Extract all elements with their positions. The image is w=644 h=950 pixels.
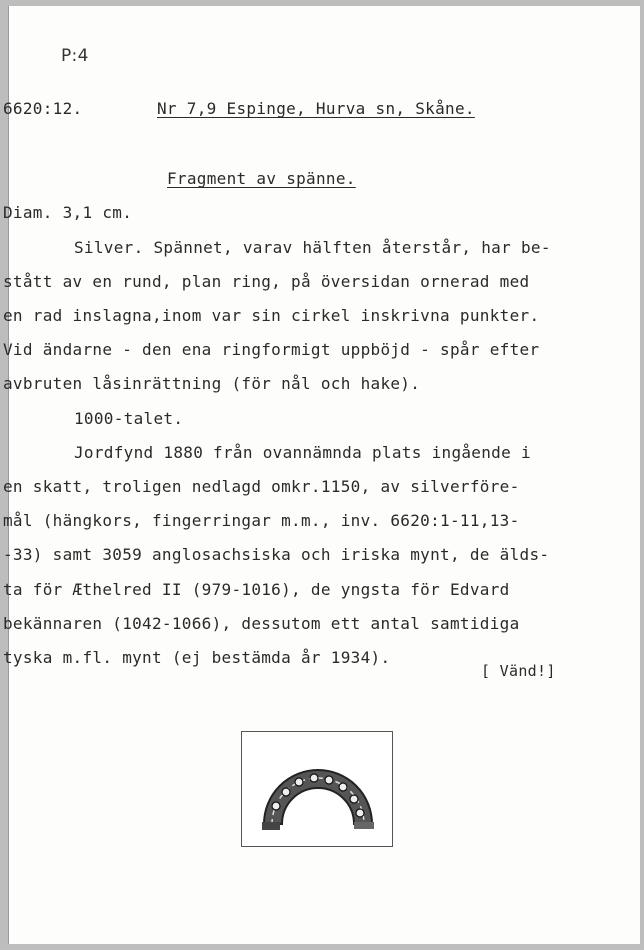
object-title: Fragment av spänne. [167, 169, 356, 188]
find-line: mål (hängkors, fingerringar m.m., inv. 6620:1-11,13- [3, 511, 520, 530]
object-photo [241, 731, 393, 847]
find-line: en skatt, troligen nedlagd omkr.1150, av silverföre- [3, 477, 520, 496]
diameter: Diam. 3,1 cm. [3, 203, 133, 222]
find-place: Nr 7,9 Espinge, Hurva sn, Skåne. [157, 99, 475, 118]
shelf-mark: P:4 [61, 46, 89, 66]
catalog-card [3, 6, 640, 944]
turn-note: [ Vänd!] [481, 662, 556, 680]
description-line: avbruten låsinrättning (för nål och hake). [3, 374, 421, 393]
find-line: -33) samt 3059 anglosachsiska och iriska mynt, de älds- [3, 545, 550, 564]
find-line: ta för Æthelred II (979-1016), de yngsta för Edvard [3, 580, 510, 599]
find-line: tyska m.fl. mynt (ej bestämda år 1934). [3, 648, 391, 667]
description-line: stått av en rund, plan ring, på översidan ornerad med [3, 272, 530, 291]
find-line: Jordfynd 1880 från ovannämnda plats ingående i [74, 443, 531, 462]
description-line: en rad inslagna,inom var sin cirkel inskrivna punkter. [3, 306, 540, 325]
find-line: bekännaren (1042-1066), dessutom ett antal samtidiga [3, 614, 520, 633]
inventory-number: 6620:12. [3, 99, 83, 118]
century: 1000-talet. [74, 409, 184, 428]
description-line: Silver. Spännet, varav hälften återstår, har be- [74, 238, 551, 257]
brooch-fragment-image [242, 732, 392, 846]
description-line: Vid ändarne - den ena ringformigt uppböjd - spår efter [3, 340, 540, 359]
